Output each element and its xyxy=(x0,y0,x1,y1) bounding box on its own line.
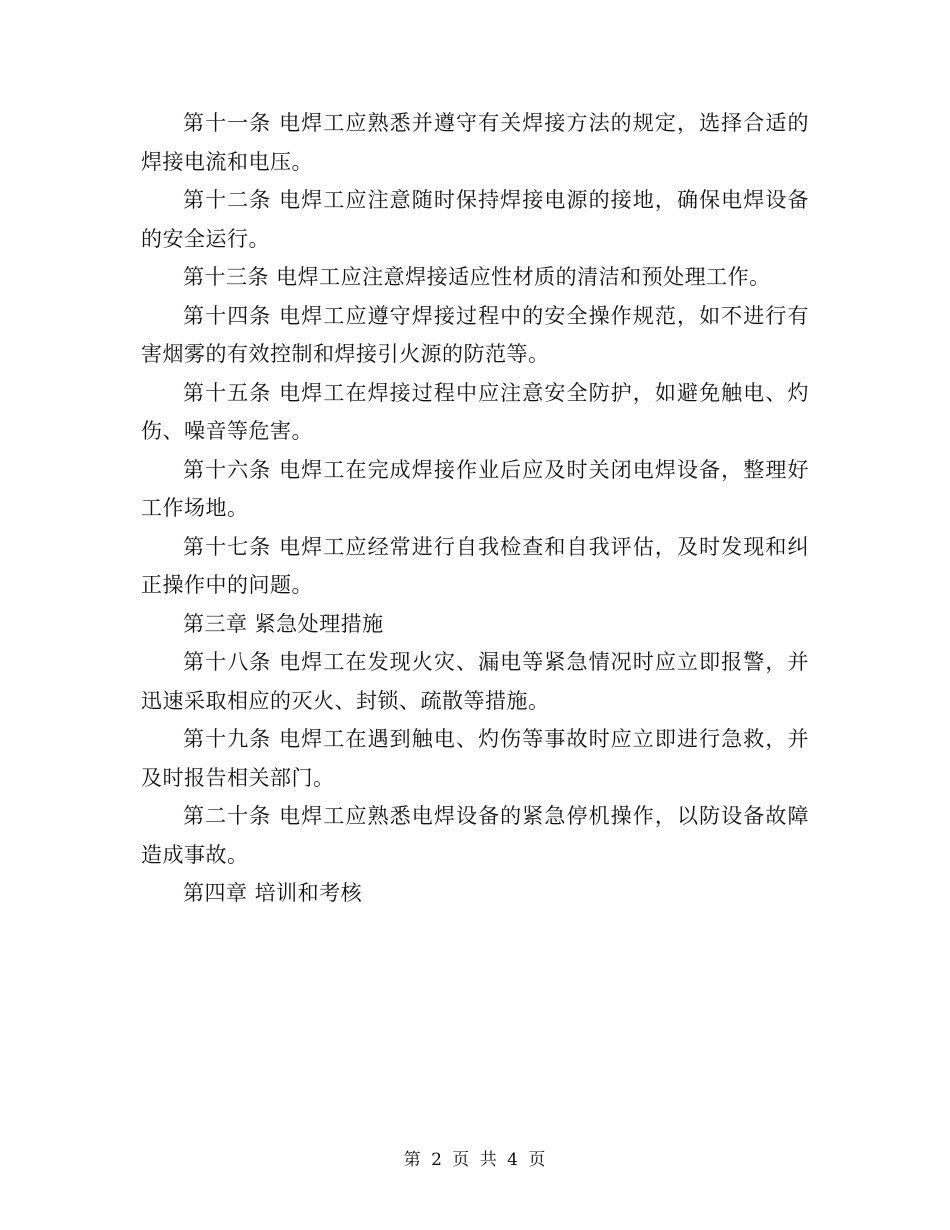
document-body xyxy=(141,104,809,913)
article-14: 第十四条 电焊工应遵守焊接过程中的安全操作规范，如不进行有害烟雾的有效控制和焊接引火源的防范等。 xyxy=(141,303,809,366)
chapter-4-heading: 第四章 培训和考核 xyxy=(183,881,363,905)
article-12: 第十二条 电焊工应注意随时保持焊接电源的接地，确保电焊设备的安全运行。 xyxy=(141,188,809,251)
article-16: 第十六条 电焊工在完成焊接作业后应及时关闭电焊设备，整理好工作场地。 xyxy=(141,457,809,520)
page-footer: 第 2 页 共 4 页 xyxy=(403,1150,547,1170)
article-19: 第十九条 电焊工在遇到触电、灼伤等事故时应立即进行急救，并及时报告相关部门。 xyxy=(141,727,809,790)
article-11: 第十一条 电焊工应熟悉并遵守有关焊接方法的规定，选择合适的焊接电流和电压。 xyxy=(141,111,809,174)
chapter-3-heading: 第三章 紧急处理措施 xyxy=(183,611,384,636)
article-18: 第十八条 电焊工在发现火灾、漏电等紧急情况时应立即报警，并迅速采取相应的灭火、封锁、疏散等措施。 xyxy=(141,650,809,713)
article-15: 第十五条 电焊工在焊接过程中应注意安全防护，如避免触电、灼伤、噪音等危害。 xyxy=(141,380,809,443)
article-13: 第十三条 电焊工应注意焊接适应性材质的清洁和预处理工作。 xyxy=(183,265,771,289)
article-17: 第十七条 电焊工应经常进行自我检查和自我评估，及时发现和纠正操作中的问题。 xyxy=(141,534,809,597)
article-20: 第二十条 电焊工应熟悉电焊设备的紧急停机操作，以防设备故障造成事故。 xyxy=(141,804,809,867)
